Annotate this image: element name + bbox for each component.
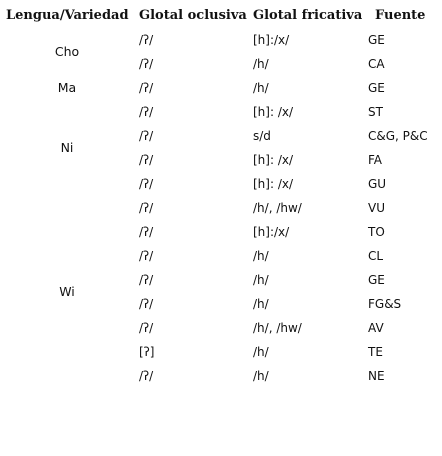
cell-fuente: TO (368, 225, 385, 239)
cell-fuente: NE (368, 369, 385, 383)
header-lengua: Lengua/Variedad (6, 8, 129, 23)
cell-fricativa: /h/ (253, 273, 269, 287)
cell-fricativa: /h/ (253, 81, 269, 95)
cell-fuente: FG&S (368, 297, 402, 311)
cell-fricativa: /h/ (253, 369, 269, 383)
cell-fricativa: [h]:/x/ (253, 33, 290, 47)
cell-fuente: CL (368, 249, 384, 263)
cell-fuente: TE (368, 345, 383, 359)
cell-fricativa: [h]: /x/ (253, 105, 294, 119)
cell-oclusiva: /ʔ/ (139, 177, 154, 191)
cell-oclusiva: /ʔ/ (139, 57, 154, 71)
language-wi: Wi (59, 284, 75, 299)
cell-oclusiva: /ʔ/ (139, 105, 154, 119)
cell-fricativa: [h]: /x/ (253, 177, 294, 191)
cell-fuente: ST (368, 105, 383, 119)
cell-fricativa: /h/ (253, 345, 269, 359)
language-ni: Ni (60, 140, 74, 155)
cell-fuente: GU (368, 177, 387, 191)
cell-fuente: AV (368, 321, 384, 335)
cell-oclusiva: /ʔ/ (139, 273, 154, 287)
cell-fuente: FA (368, 153, 383, 167)
header-oclusiva: Glotal oclusiva (139, 8, 247, 23)
cell-oclusiva: /ʔ/ (139, 249, 154, 263)
language-ma: Ma (57, 80, 77, 95)
cell-fricativa: [h]: /x/ (253, 153, 294, 167)
cell-fuente: VU (368, 201, 385, 215)
cell-fricativa: /h/, /hw/ (253, 201, 302, 215)
cell-oclusiva: /ʔ/ (139, 33, 154, 47)
header-fuente: Fuente (375, 8, 426, 23)
cell-fricativa: /h/ (253, 249, 269, 263)
cell-oclusiva: /ʔ/ (139, 201, 154, 215)
header-fricativa: Glotal fricativa (253, 8, 363, 23)
cell-fuente: GE (368, 33, 385, 47)
cell-oclusiva: [ʔ] (139, 345, 155, 359)
cell-fricativa: /h/, /hw/ (253, 321, 302, 335)
language-cho: Cho (54, 44, 80, 59)
cell-oclusiva: /ʔ/ (139, 153, 154, 167)
cell-fricativa: /h/ (253, 297, 269, 311)
cell-fuente: GE (368, 273, 385, 287)
cell-oclusiva: /ʔ/ (139, 225, 154, 239)
cell-fuente: CA (368, 57, 385, 71)
cell-oclusiva: /ʔ/ (139, 81, 154, 95)
cell-fricativa: /h/ (253, 57, 269, 71)
cell-oclusiva: /ʔ/ (139, 297, 154, 311)
cell-oclusiva: /ʔ/ (139, 129, 154, 143)
cell-fuente: C&G, P&C (368, 129, 428, 143)
cell-fricativa: s/d (253, 129, 271, 143)
cell-oclusiva: /ʔ/ (139, 321, 154, 335)
cell-fricativa: [h]:/x/ (253, 225, 290, 239)
cell-oclusiva: /ʔ/ (139, 369, 154, 383)
cell-fuente: GE (368, 81, 385, 95)
